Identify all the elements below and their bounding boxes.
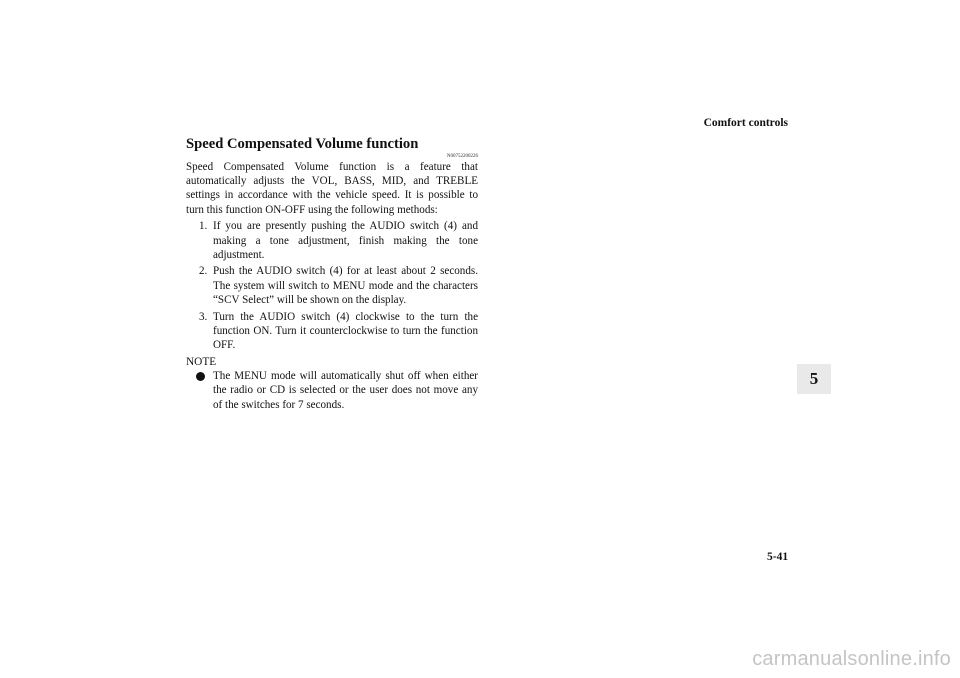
step-number: 1. — [199, 220, 208, 233]
step-number: 3. — [199, 310, 208, 323]
page-number: 5-41 — [767, 551, 789, 563]
step-item — [186, 310, 478, 353]
note-text: The MENU mode will automatically shut off when either the radio or CD is selected or the user does not move any of the switches for 7 seconds. — [213, 370, 478, 411]
step-text: Turn the AUDIO switch (4) clockwise to the turn the function ON. Turn it counterclockwise to turn the function OFF. — [213, 310, 478, 351]
step-number: 2. — [199, 265, 208, 278]
watermark: carmanualsonline.info — [752, 648, 951, 670]
step-list — [186, 219, 478, 352]
step-text: Push the AUDIO switch (4) for at least about 2 seconds. The system will switch to MENU mode and the characters “SCV Select” will be shown on the display. — [213, 265, 478, 306]
section-content — [186, 135, 478, 412]
intro-paragraph: Speed Compensated Volume function is a feature that automatically adjusts the VOL, BASS, MID, and TREBLE settings in accordance with the vehicle speed. It is possible to turn this function ON-OFF using the following methods: — [186, 161, 478, 216]
step-item — [186, 264, 478, 307]
step-text: If you are presently pushing the AUDIO switch (4) and making a tone adjustment, finish making the tone adjustment. — [213, 220, 478, 261]
chapter-tab: 5 — [797, 364, 831, 394]
note-heading: NOTE — [186, 356, 217, 369]
note-item — [186, 369, 478, 412]
bullet-icon — [196, 372, 205, 381]
section-title: Speed Compensated Volume function — [186, 136, 419, 152]
step-item — [186, 219, 478, 262]
running-header: Comfort controls — [703, 117, 788, 129]
reference-code: N00752200226 — [446, 154, 478, 159]
